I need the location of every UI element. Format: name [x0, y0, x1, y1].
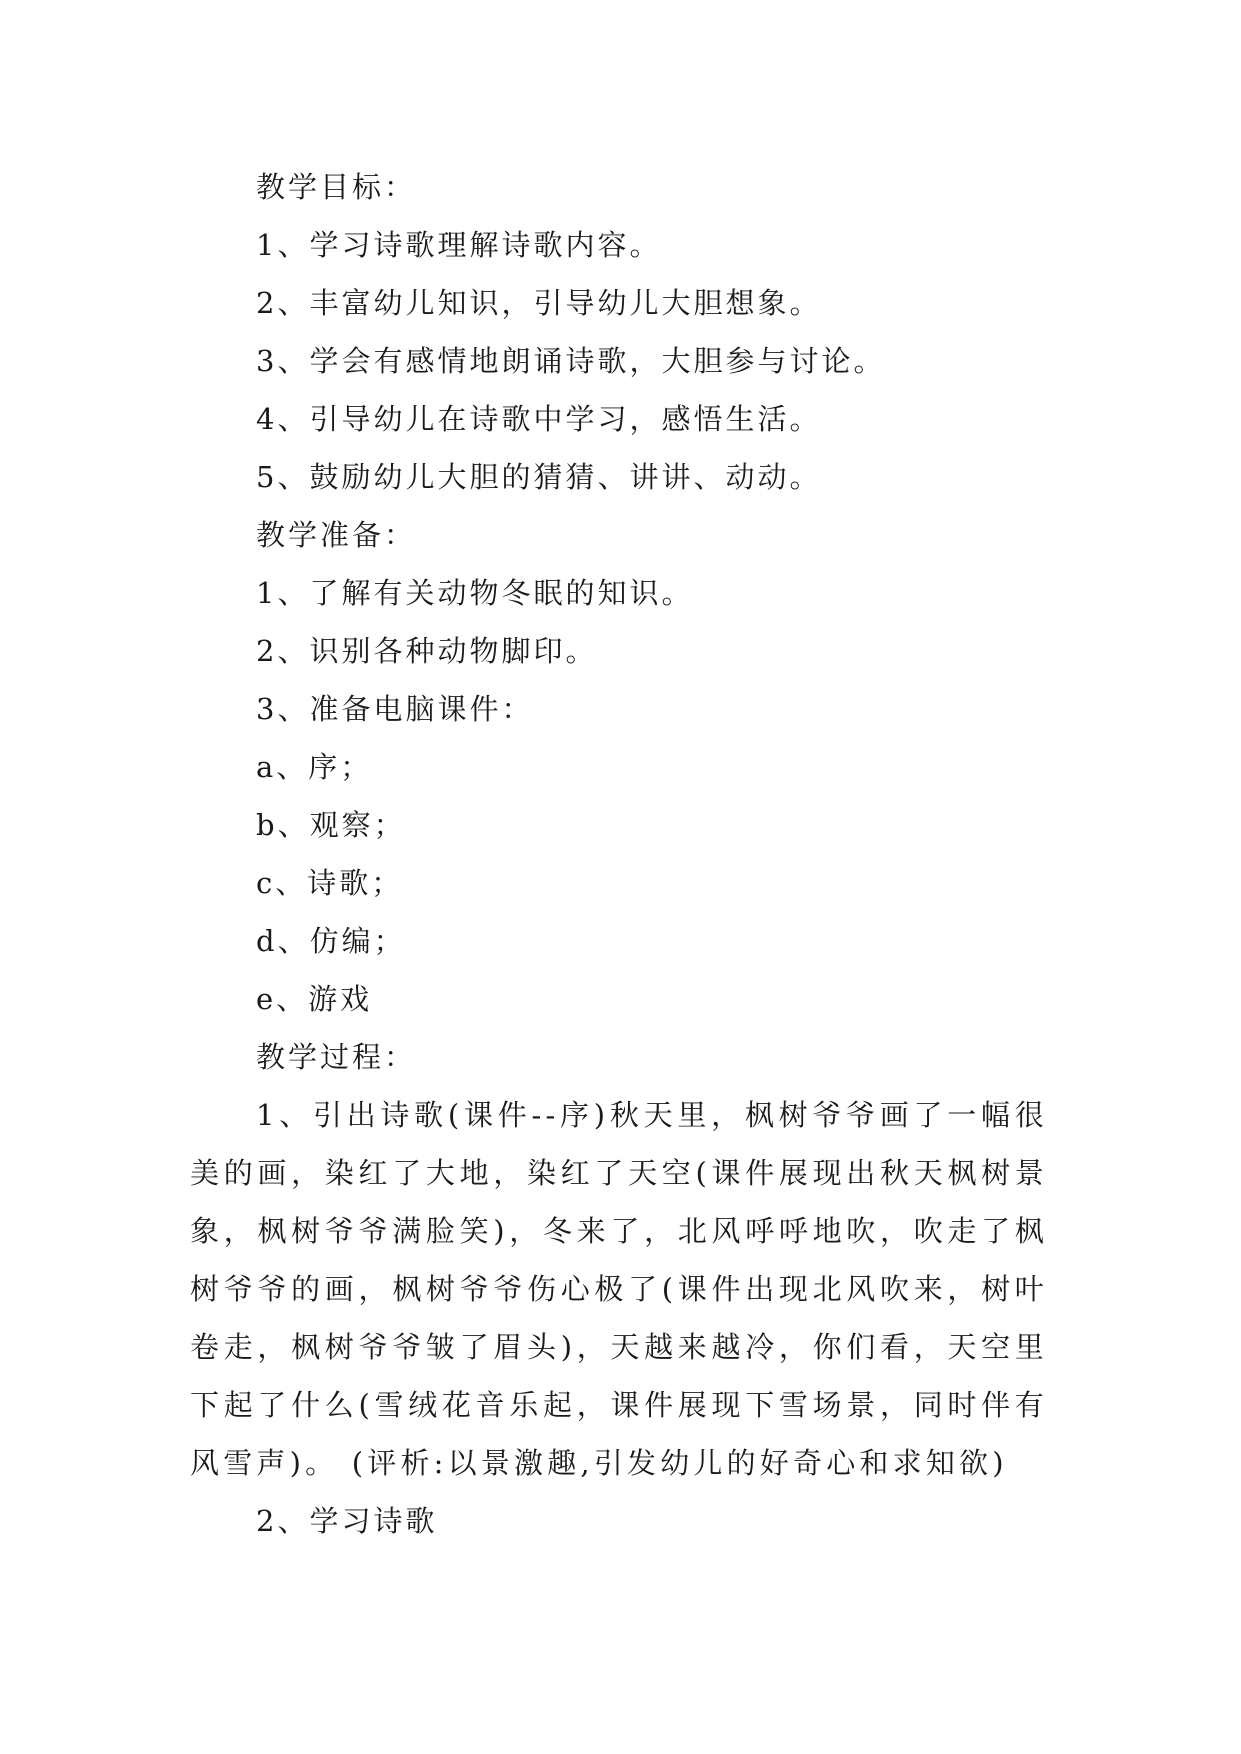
prep-heading: 教学准备：: [256, 518, 417, 552]
document-body: [190, 158, 1048, 1550]
prep-item-2: 2、识别各种动物脚印。: [256, 634, 598, 668]
prep-subitem-e: e、游戏: [256, 982, 373, 1016]
process-paragraph-1: 1、引出诗歌(课件--序)秋天里，枫树爷爷画了一幅很美的画，染红了大地，染红了天空(课件展现出秋天枫树景象，枫树爷爷满脸笑)，冬来了，北风呼呼地吹，吹走了枫树爷爷的画，枫树爷爷伤心极了(课件出现北风吹来，树叶卷走，枫树爷爷皱了眉头)，天越来越冷，你们看，天空里下起了什么(雪绒花音乐起，课件展现下雪场景，同时伴有风雪声)。 (评析:以景激趣,引发幼儿的好奇心和求知欲): [190, 1098, 1048, 1480]
goal-item-5: 5、鼓励幼儿大胆的猜猜、讲讲、动动。: [256, 460, 822, 494]
goal-item-2: 2、丰富幼儿知识，引导幼儿大胆想象。: [256, 286, 822, 320]
process-heading: 教学过程：: [256, 1040, 417, 1074]
prep-subitem-b: b、观察；: [256, 808, 406, 842]
prep-item-1: 1、了解有关动物冬眠的知识。: [256, 576, 694, 610]
prep-subitem-d: d、仿编；: [256, 924, 406, 958]
process-step-2: 2、学习诗歌: [256, 1504, 438, 1538]
prep-subitem-a: a、序；: [256, 750, 373, 784]
prep-subitem-c: c、诗歌；: [256, 866, 404, 900]
goal-item-1: 1、学习诗歌理解诗歌内容。: [256, 228, 662, 262]
goal-item-3: 3、学会有感情地朗诵诗歌，大胆参与讨论。: [256, 344, 886, 378]
prep-item-3: 3、准备电脑课件：: [256, 692, 534, 726]
goal-item-4: 4、引导幼儿在诗歌中学习，感悟生活。: [256, 402, 822, 436]
goals-heading: 教学目标：: [256, 170, 417, 204]
